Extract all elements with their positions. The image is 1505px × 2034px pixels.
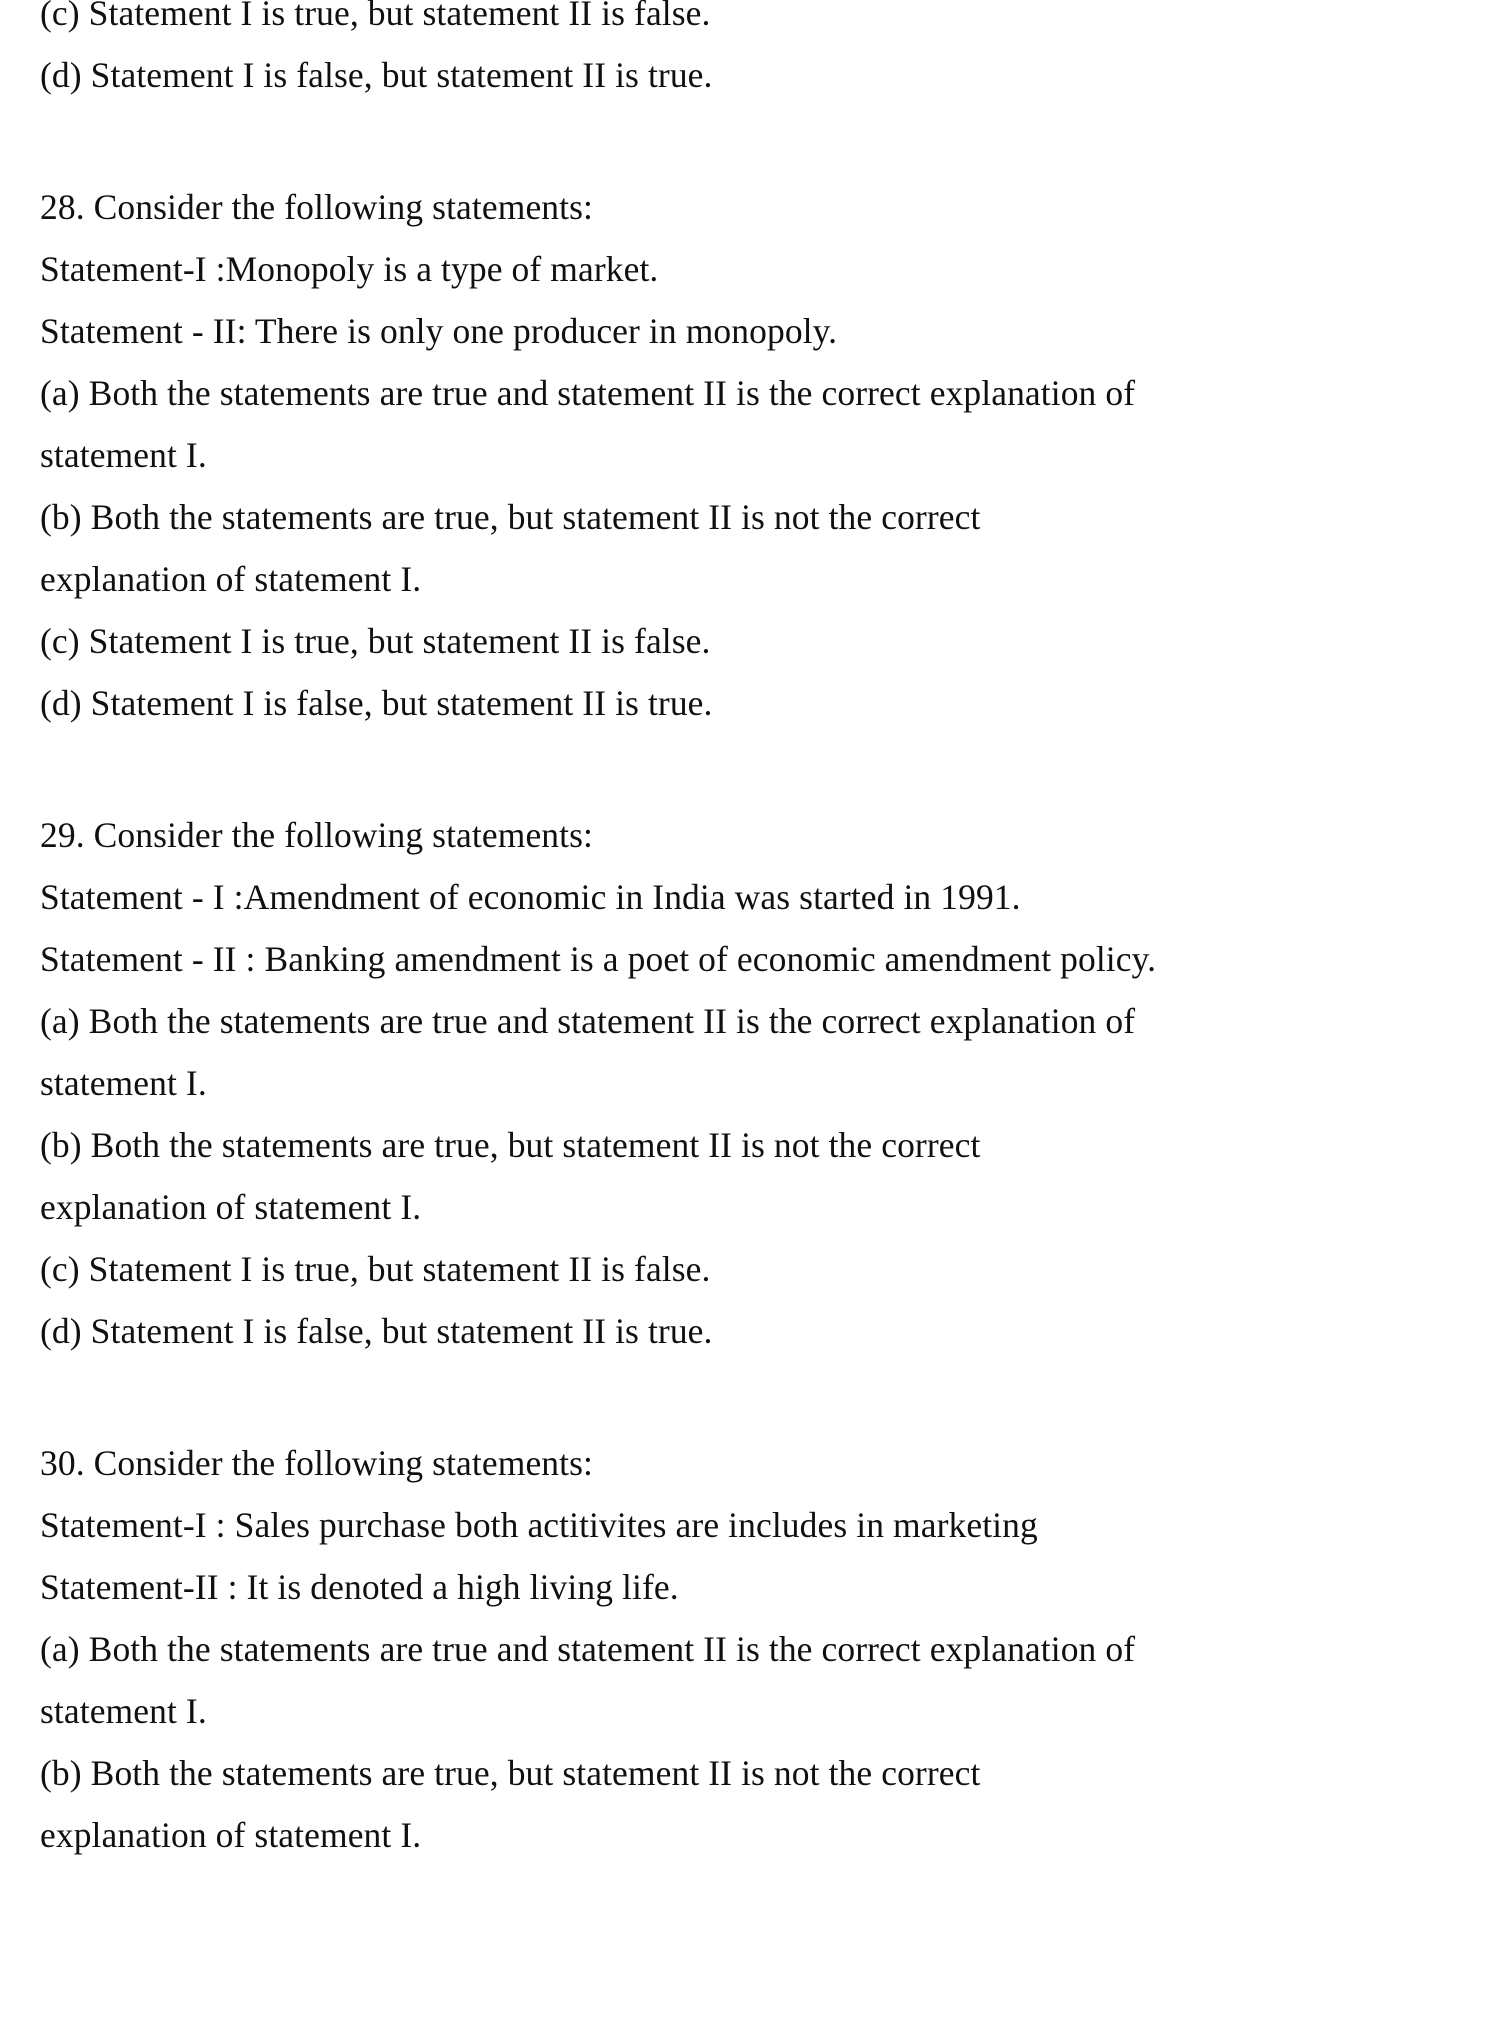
statement-one: Statement-I :Monopoly is a type of market. bbox=[40, 249, 659, 289]
option-a: (a) Both the statements are true and statement II is the correct explanation of statement I. bbox=[40, 373, 1145, 475]
section-spacer bbox=[40, 106, 1465, 176]
statement-one: Statement-I : Sales purchase both actitivites are includes in marketing bbox=[40, 1505, 1038, 1545]
question-prompt: 29. Consider the following statements: bbox=[40, 815, 593, 855]
option-b: (b) Both the statements are true, but statement II is not the correct explanation of statement I. bbox=[40, 1125, 990, 1227]
question-prompt: 30. Consider the following statements: bbox=[40, 1443, 593, 1483]
section-spacer bbox=[40, 1362, 1465, 1432]
option-item: (d) Statement I is false, but statement II is true. bbox=[40, 55, 713, 95]
page-content bbox=[40, 0, 1465, 1866]
option-a: (a) Both the statements are true and statement II is the correct explanation of statement I. bbox=[40, 1001, 1145, 1103]
question-prompt: 28. Consider the following statements: bbox=[40, 187, 593, 227]
option-c: (c) Statement I is true, but statement II is false. bbox=[40, 1249, 711, 1289]
option-a: (a) Both the statements are true and statement II is the correct explanation of statement I. bbox=[40, 1629, 1145, 1731]
statement-two: Statement - II: There is only one producer in monopoly. bbox=[40, 311, 838, 351]
statement-two: Statement-II : It is denoted a high living life. bbox=[40, 1567, 679, 1607]
question-block-29 bbox=[40, 804, 1465, 1362]
option-d: (d) Statement I is false, but statement II is true. bbox=[40, 683, 713, 723]
option-b: (b) Both the statements are true, but statement II is not the correct explanation of statement I. bbox=[40, 1753, 990, 1855]
option-b: (b) Both the statements are true, but statement II is not the correct explanation of statement I. bbox=[40, 497, 990, 599]
question-block-28 bbox=[40, 176, 1465, 734]
option-item: (c) Statement I is true, but statement II is false. bbox=[40, 0, 711, 33]
statement-one: Statement - I :Amendment of economic in India was started in 1991. bbox=[40, 877, 1021, 917]
option-d: (d) Statement I is false, but statement II is true. bbox=[40, 1311, 713, 1351]
question-block-30 bbox=[40, 1432, 1465, 1866]
option-c: (c) Statement I is true, but statement II is false. bbox=[40, 621, 711, 661]
section-spacer bbox=[40, 734, 1465, 804]
statement-two: Statement - II : Banking amendment is a poet of economic amendment policy. bbox=[40, 939, 1157, 979]
